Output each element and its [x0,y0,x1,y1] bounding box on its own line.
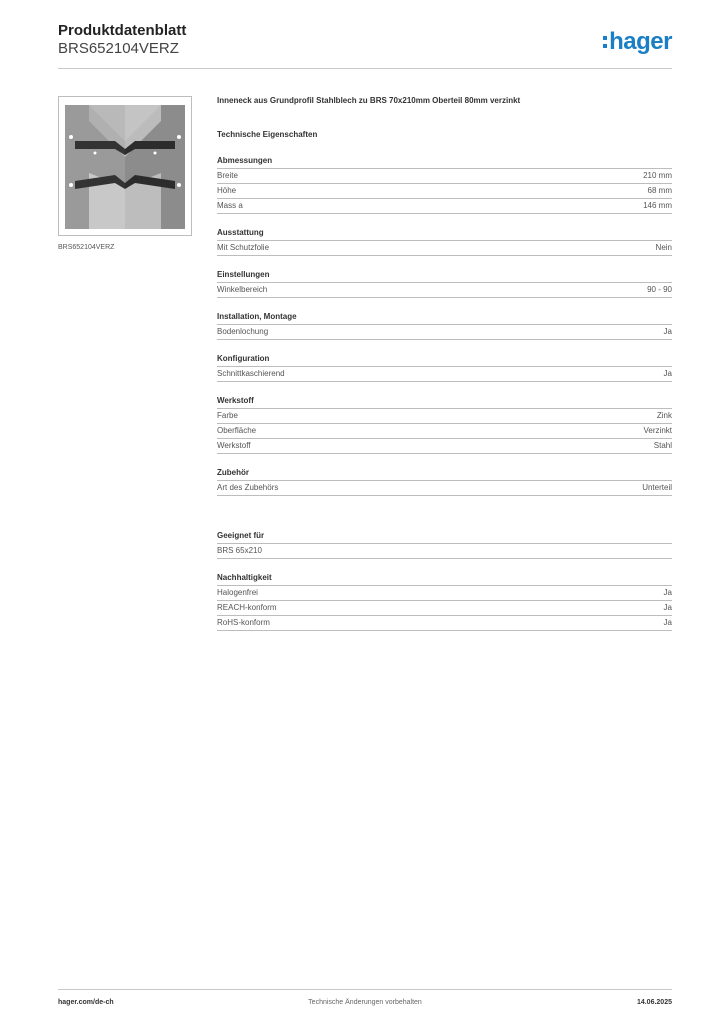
hager-logo [603,28,672,56]
property-label: Schnittkaschierend [217,369,285,378]
property-section [217,531,672,559]
inner-corner-product-icon [59,97,191,235]
property-value: 210 mm [643,171,672,180]
technical-properties-heading: Technische Eigenschaften [217,130,318,139]
section-title: Installation, Montage [217,312,672,325]
footer-notice: Technische Änderungen vorbehalten [308,999,422,1006]
property-label: Winkelbereich [217,285,268,294]
property-section [217,312,672,340]
footer-date: 14.06.2025 [636,999,672,1006]
property-value: Stahl [653,441,672,450]
logo-dots-icon [603,36,607,48]
properties-sections [217,156,672,496]
property-row [217,424,672,439]
property-value: Ja [663,369,672,378]
property-value: 68 mm [647,186,672,195]
property-row [217,481,672,496]
section-title: Nachhaltigkeit [217,573,672,586]
property-value: Ja [663,618,672,627]
document-title: Produktdatenblatt [58,22,187,39]
property-row [217,283,672,298]
property-value: Unterteil [642,483,672,492]
property-row [217,199,672,214]
property-value: 90 - 90 [647,285,672,294]
property-label: Werkstoff [217,441,251,450]
property-value: Verzinkt [643,426,672,435]
property-label: RoHS-konform [217,618,270,627]
property-row [217,184,672,199]
property-label: Breite [217,171,238,180]
page-footer [58,989,672,1013]
property-row [217,409,672,424]
section-title: Werkstoff [217,396,672,409]
sustainability-section [217,573,672,631]
property-value: Ja [663,327,672,336]
property-row [217,586,672,601]
property-label: Halogenfrei [217,588,258,597]
property-row [217,616,672,631]
property-section [217,228,672,256]
property-row [217,169,672,184]
product-code: BRS652104VERZ [58,40,179,57]
property-label: Bodenlochung [217,327,269,336]
section-title: Zubehör [217,468,672,481]
image-caption: BRS652104VERZ [58,244,115,251]
property-row [217,241,672,256]
property-label: Farbe [217,411,238,420]
property-row [217,439,672,454]
suitable-for-section [217,531,672,559]
section-title: Geeignet für [217,531,672,544]
section-title: Einstellungen [217,270,672,283]
property-row [217,367,672,382]
product-image [58,96,192,236]
property-value: 146 mm [643,201,672,210]
property-section [217,156,672,214]
property-section [217,468,672,496]
property-value: Ja [663,588,672,597]
section-title: Abmessungen [217,156,672,169]
property-section [217,354,672,382]
section-title: Ausstattung [217,228,672,241]
property-label: Art des Zubehörs [217,483,279,492]
page-header [58,22,672,69]
property-row [217,601,672,616]
property-label: Höhe [217,186,237,195]
property-section [217,270,672,298]
product-description: Inneneck aus Grundprofil Stahlblech zu BRS 70x210mm Oberteil 80mm verzinkt [217,96,521,105]
property-section [217,396,672,454]
section-title: Konfiguration [217,354,672,367]
property-row [217,325,672,340]
property-section [217,573,672,631]
product-content [217,96,672,631]
logo-text: hager [609,28,672,55]
property-label: REACH-konform [217,603,277,612]
property-row [217,544,672,559]
property-label: Mass a [217,201,243,210]
property-label: Mit Schutzfolie [217,243,270,252]
property-value: Nein [655,243,672,252]
property-value: Zink [656,411,672,420]
property-label: Oberfläche [217,426,257,435]
property-label: BRS 65x210 [217,546,262,555]
footer-website: hager.com/de-ch [58,999,114,1006]
property-value: Ja [663,603,672,612]
